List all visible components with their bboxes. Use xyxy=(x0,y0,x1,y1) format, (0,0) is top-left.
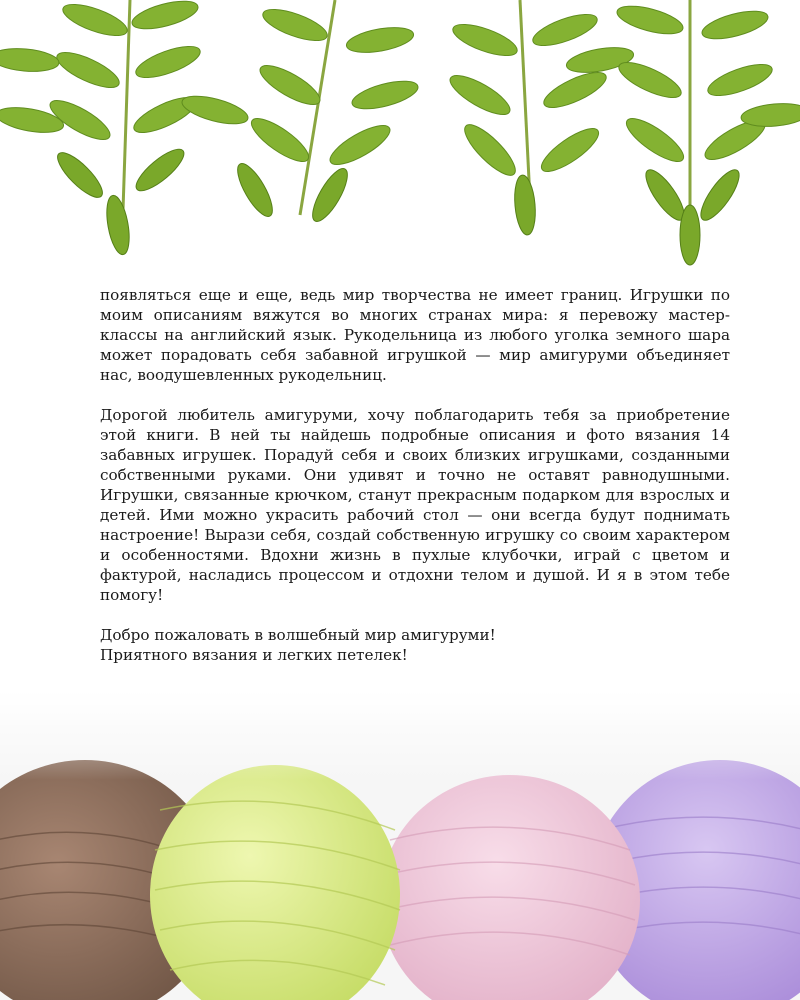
greeting xyxy=(100,625,730,665)
leaf-branch-2 xyxy=(179,0,420,226)
paragraph-2: Дорогой любитель амигуруми, хочу поблагодарить тебя за приобретение этой книги. В ней ты найдешь подробные описания и фото вязания 14 забавных игрушек. Порадуй себя и своих близких игрушками, созданными собственными руками. Они удивят и точно не оставят равнодушными. Игрушки, связанные крючком, станут прекрасным подарком для взрослых и детей. Ими можно украсить рабочий стол — они всегда будут поднимать настроение! Вырази себя, создай собственную игрушку со своим характером и особенностями. Вдохни жизнь в пухлые клубочки, играй с цветом и фактурой, насладись процессом и отдохни телом и душой. И я в этом тебе помогу! xyxy=(100,406,730,604)
paragraph-1: появляться еще и еще, ведь мир творчества не имеет границ. Игрушки по моим описаниям вяжутся во многих странах мира: я перевожу мастер-классы на английский язык. Рукодельница из любого уголка земного шара может порадовать себя забавной игрушкой — мир амигуруми объединяет нас, воодушевленных рукодельниц. xyxy=(100,286,730,384)
greeting-line-2: Приятного вязания и легких петелек! xyxy=(100,646,408,664)
leaf-branch-3 xyxy=(445,0,635,236)
leaves-decoration xyxy=(0,0,800,270)
yarn-decoration xyxy=(0,690,800,1000)
greeting-line-1: Добро пожаловать в волшебный мир амигуруми! xyxy=(100,626,496,644)
leaf-branch-4 xyxy=(614,0,800,265)
page-text xyxy=(100,285,730,707)
leaf-branch-1 xyxy=(0,0,204,256)
